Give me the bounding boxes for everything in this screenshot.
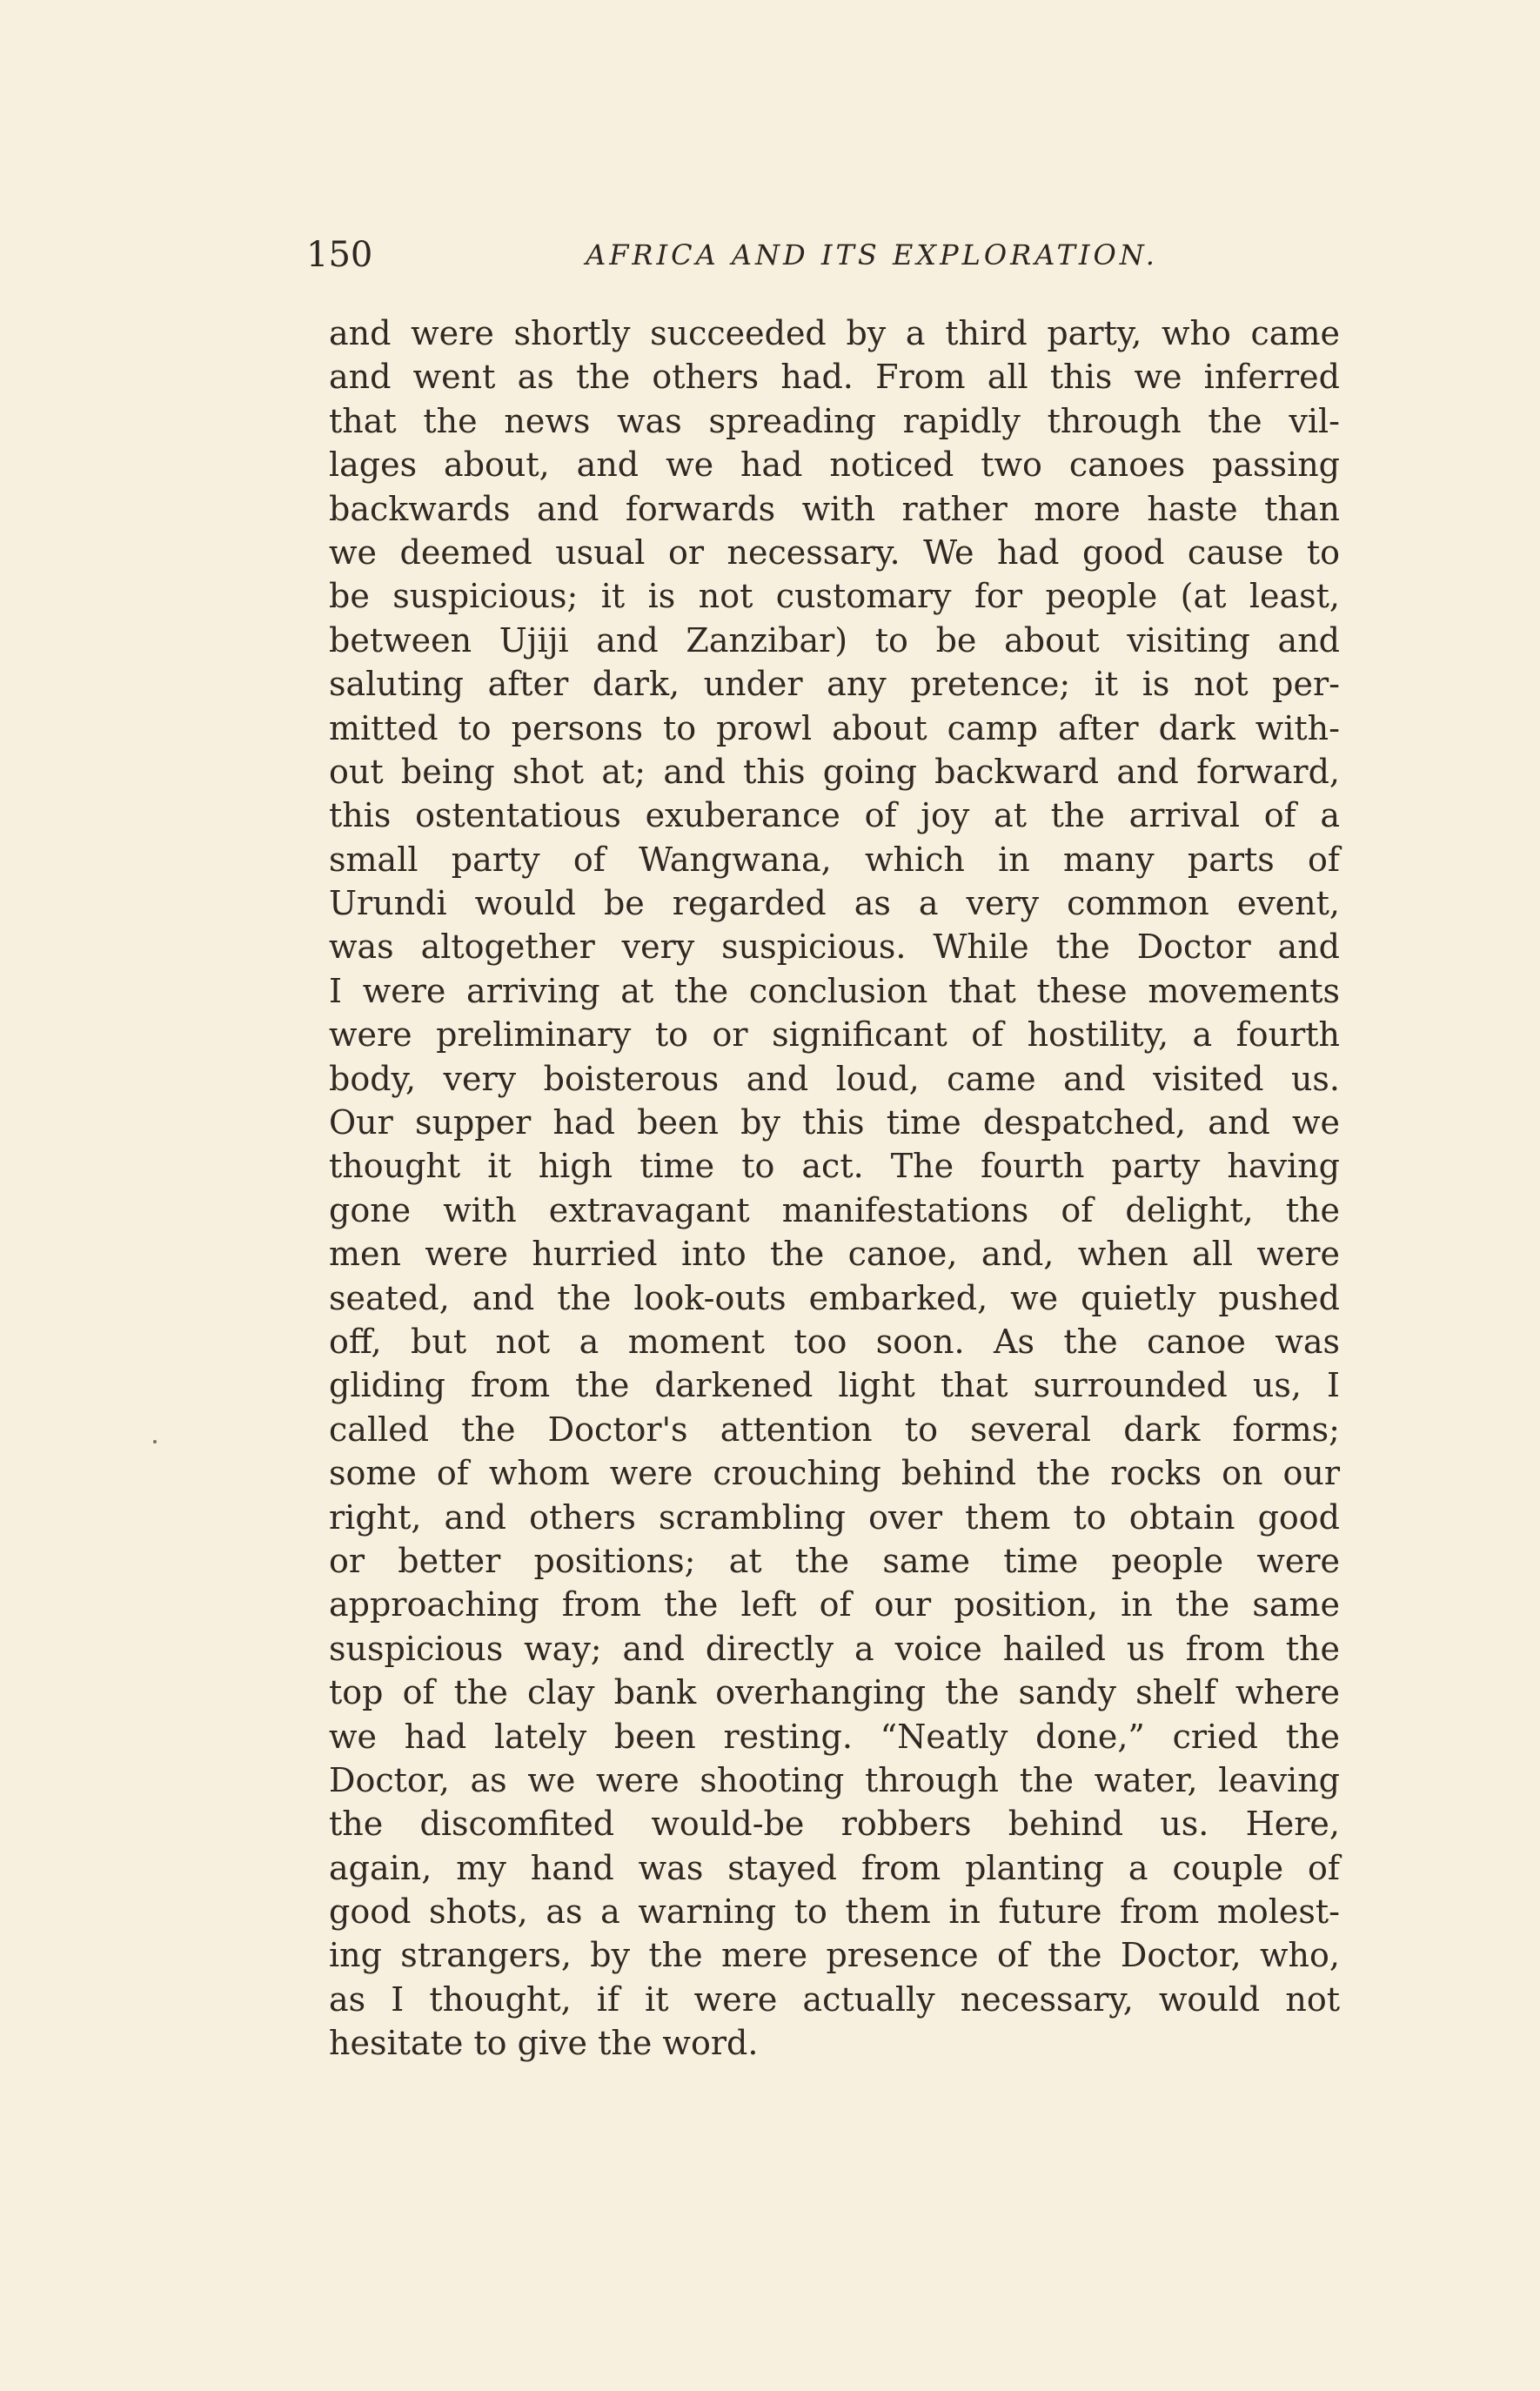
text-line: the discomfited would-be robbers behind us. Here, [329,1805,1340,1844]
text-line: this ostentatious exuberance of joy at the arrival of a [329,796,1340,835]
text-line: ing strangers, by the mere presence of the Doctor, who, [329,1936,1340,1975]
text-line: body, very boisterous and loud, came and visited us. [329,1059,1340,1098]
text-line: suspicious way; and directly a voice hailed us from the [329,1629,1340,1668]
text-line: backwards and forwards with rather more haste than [329,489,1340,528]
text-line: thought it high time to act. The fourth party having [329,1147,1340,1186]
body-paragraph [329,311,1340,2066]
text-line: that the news was spreading rapidly through the vil- [329,401,1340,440]
text-line: and were shortly succeeded by a third party, who came [329,314,1340,352]
text-line: men were hurried into the canoe, and, when all were [329,1235,1340,1274]
text-line: gone with extravagant manifestations of delight, the [329,1190,1340,1229]
text-line: hesitate to give the word. [329,2024,759,2063]
text-line: again, my hand was stayed from planting a couple of [329,1848,1340,1887]
page-number: 150 [306,235,373,275]
text-line: Urundi would be regarded as a very common event, [329,884,1340,923]
text-line: Our supper had been by this time despatched, and we [329,1103,1340,1142]
text-line: Doctor, as we were shooting through the water, leaving [329,1760,1340,1799]
text-line: seated, and the look-outs embarked, we quietly pushed [329,1278,1340,1317]
text-line: saluting after dark, under any pretence; it is not per- [329,665,1340,704]
text-line: and went as the others had. From all this we inferred [329,358,1340,397]
text-line: small party of Wangwana, which in many parts of [329,840,1340,879]
text-line: between Ujiji and Zanzibar) to be about visiting and [329,620,1340,660]
text-line: were preliminary to or significant of hostility, a fourth [329,1015,1340,1055]
margin-speck [153,1440,157,1443]
page-header [306,224,1340,285]
text-line: mitted to persons to prowl about camp after dark with- [329,708,1340,747]
text-line: was altogether very suspicious. While the Doctor and [329,928,1340,967]
text-line: we had lately been resting. “Neatly done,” cried the [329,1717,1340,1756]
text-line: good shots, as a warning to them in future from molest- [329,1892,1340,1932]
text-line: approaching from the left of our position, in the same [329,1585,1340,1624]
text-line: out being shot at; and this going backward and forward, [329,752,1340,791]
text-line: called the Doctor's attention to several dark forms; [329,1410,1340,1449]
text-line: or better positions; at the same time people were [329,1541,1340,1580]
text-line: be suspicious; it is not customary for people (at least, [329,577,1340,616]
text-line: we deemed usual or necessary. We had good cause to [329,532,1340,572]
text-line: as I thought, if it were actually necessary, would not [329,1979,1340,2019]
text-line: right, and others scrambling over them to obtain good [329,1497,1340,1537]
text-line: I were arriving at the conclusion that these movements [329,971,1340,1010]
text-line: some of whom were crouching behind the rocks on our [329,1454,1340,1493]
text-line: lages about, and we had noticed two canoes passing [329,445,1340,485]
text-line: top of the clay bank overhanging the sandy shelf where [329,1673,1340,1712]
text-line: off, but not a moment too soon. As the canoe was [329,1322,1340,1361]
text-line: gliding from the darkened light that surrounded us, I [329,1366,1340,1405]
running-title: AFRICA AND ITS EXPLORATION. [586,238,1158,271]
